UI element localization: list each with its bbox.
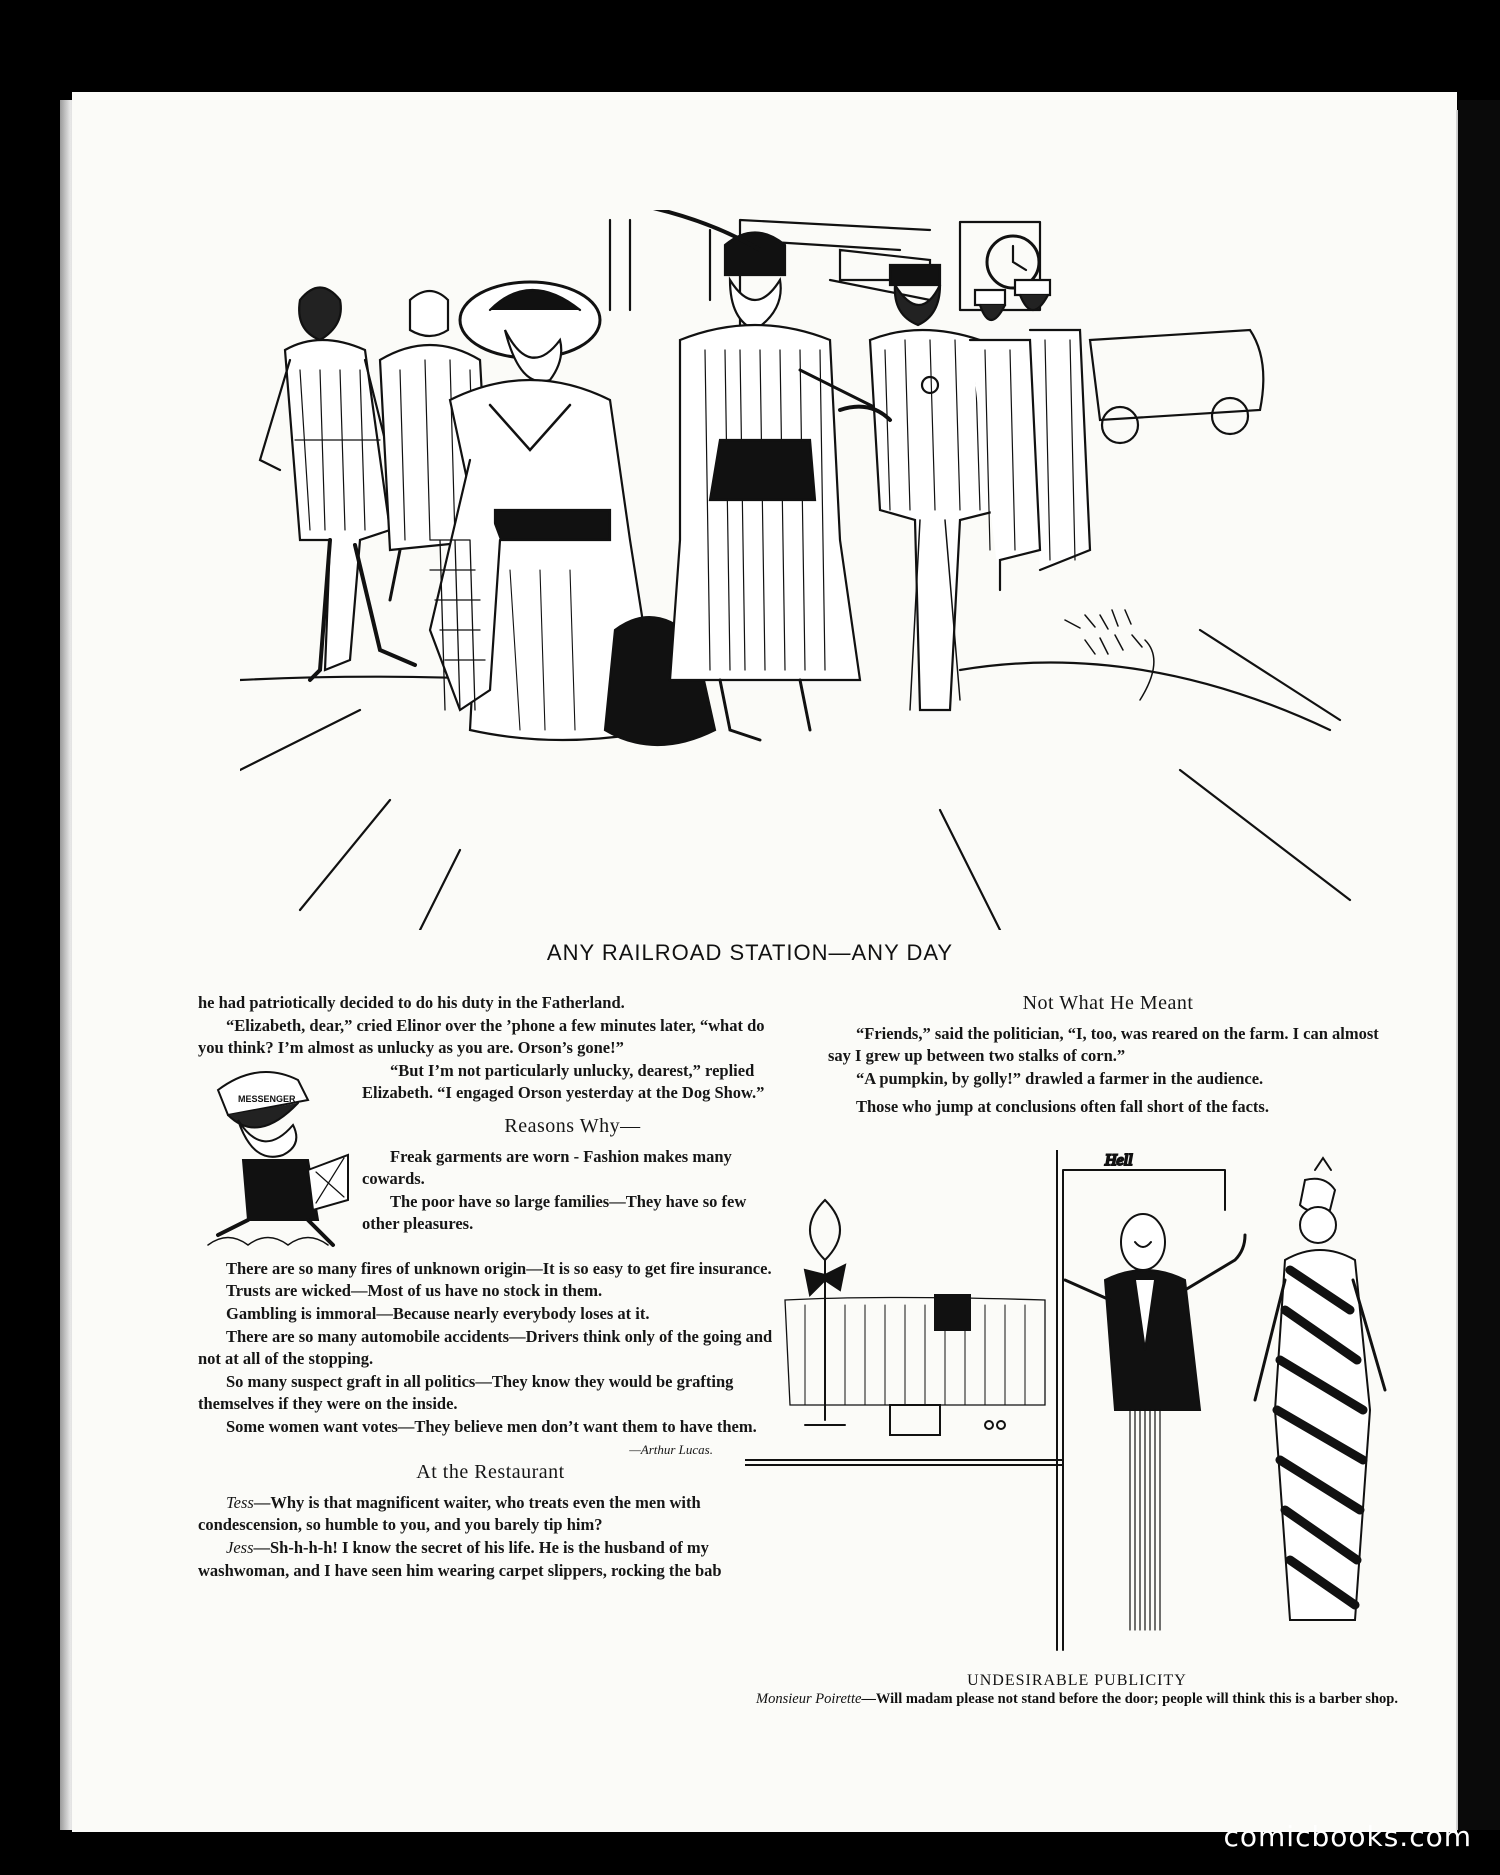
reasons-byline: —Arthur Lucas. bbox=[629, 1441, 713, 1457]
right-text-column bbox=[828, 992, 1388, 1119]
reason-line: The poor have so large families—They have so few other pleasures. bbox=[362, 1191, 747, 1234]
small-illustration-dialogue bbox=[752, 1690, 1402, 1709]
railroad-station-illustration bbox=[240, 210, 1390, 930]
reasons-heading: Reasons Why— bbox=[504, 1114, 641, 1137]
hat-box bbox=[890, 1405, 940, 1435]
reason-line: Gambling is immoral—Because nearly everybody loses at it. bbox=[226, 1303, 650, 1323]
speaker-tess: Tess bbox=[226, 1492, 254, 1512]
small-illustration-title: UNDESIRABLE PUBLICITY bbox=[967, 1672, 1187, 1689]
not-what-he-meant-heading: Not What He Meant bbox=[1022, 992, 1194, 1014]
story-continuation-3: “But I’m not particularly unlucky, dearest,” replied Elizabeth. “I engaged Orson yesterday at the Dog Show.” bbox=[362, 1060, 765, 1103]
speaker-poirette: Monsieur Poirette bbox=[756, 1691, 862, 1707]
poirette-line: —Will madam please not stand before the door; people will think this is a barber shop. bbox=[861, 1691, 1398, 1707]
moral-line: Those who jump at conclusions often fall short of the facts. bbox=[856, 1097, 1269, 1117]
woman-in-striped-gown bbox=[1255, 1158, 1385, 1620]
reason-line: So many suspect graft in all politics—They know they would be grafting themselves if they were on the inside. bbox=[198, 1371, 734, 1414]
reason-line bbox=[198, 1416, 783, 1457]
jess-line: —Sh-h-h-h! I know the secret of his life. He is the husband of my washwoman, and I have seen him wearing carpet slippers, rocking the bab bbox=[198, 1537, 722, 1580]
reason-line: There are so many automobile accidents—Drivers think only of the going and not at all of the stopping. bbox=[198, 1326, 773, 1369]
bowing-shopkeeper bbox=[1065, 1214, 1245, 1630]
shop-counter bbox=[745, 1460, 1063, 1465]
speaker-jess: Jess bbox=[226, 1537, 254, 1557]
tess-line: —Why is that magnificent waiter, who treats even the men with condescension, so humble to you, and you barely tip him? bbox=[198, 1492, 701, 1535]
older-woman-in-dark-coat bbox=[640, 210, 890, 740]
reason-line-text: Some women want votes—They believe men don’t want them to have them. bbox=[226, 1416, 757, 1436]
reason-line: Trusts are wicked—Most of us have no stock in them. bbox=[226, 1281, 603, 1301]
site-watermark: comicbooks.com bbox=[1223, 1820, 1472, 1853]
porter-in-cap bbox=[840, 265, 1000, 710]
restaurant-dialogue-1 bbox=[198, 1492, 783, 1537]
messenger-boy-illustration bbox=[198, 1060, 358, 1258]
story-continuation-1: he had patriotically decided to do his duty in the Fatherland. bbox=[198, 993, 625, 1012]
story-continuation-2: “Elizabeth, dear,” cried Elinor over the ’phone a few minutes later, “what do you think? I’m almost as unlucky as you are. Orson’s gone!” bbox=[198, 1015, 765, 1058]
door-sign: Hell bbox=[1105, 1152, 1133, 1169]
messenger-cap-label: MESSENGER bbox=[238, 1093, 296, 1104]
reason-line: There are so many fires of unknown origin—It is so easy to get fire insurance. bbox=[226, 1258, 772, 1278]
undesirable-publicity-caption bbox=[752, 1672, 1402, 1709]
farmer-quote: “A pumpkin, by golly!” drawled a farmer in the audience. bbox=[856, 1068, 1264, 1088]
restaurant-dialogue-2 bbox=[198, 1537, 783, 1582]
reason-line: Freak garments are worn - Fashion makes many cowards. bbox=[362, 1146, 732, 1189]
restaurant-heading: At the Restaurant bbox=[416, 1461, 565, 1484]
porters-far-right bbox=[970, 280, 1090, 590]
left-text-column bbox=[198, 992, 783, 1582]
main-illustration-caption: ANY RAILROAD STATION—ANY DAY bbox=[546, 940, 954, 965]
artist-signature bbox=[1065, 610, 1154, 700]
politician-quote: “Friends,” said the politician, “I, too, was reared on the farm. I can almost say I grew up between two stalks of corn.” bbox=[828, 1023, 1379, 1066]
undesirable-publicity-illustration bbox=[745, 1150, 1405, 1670]
